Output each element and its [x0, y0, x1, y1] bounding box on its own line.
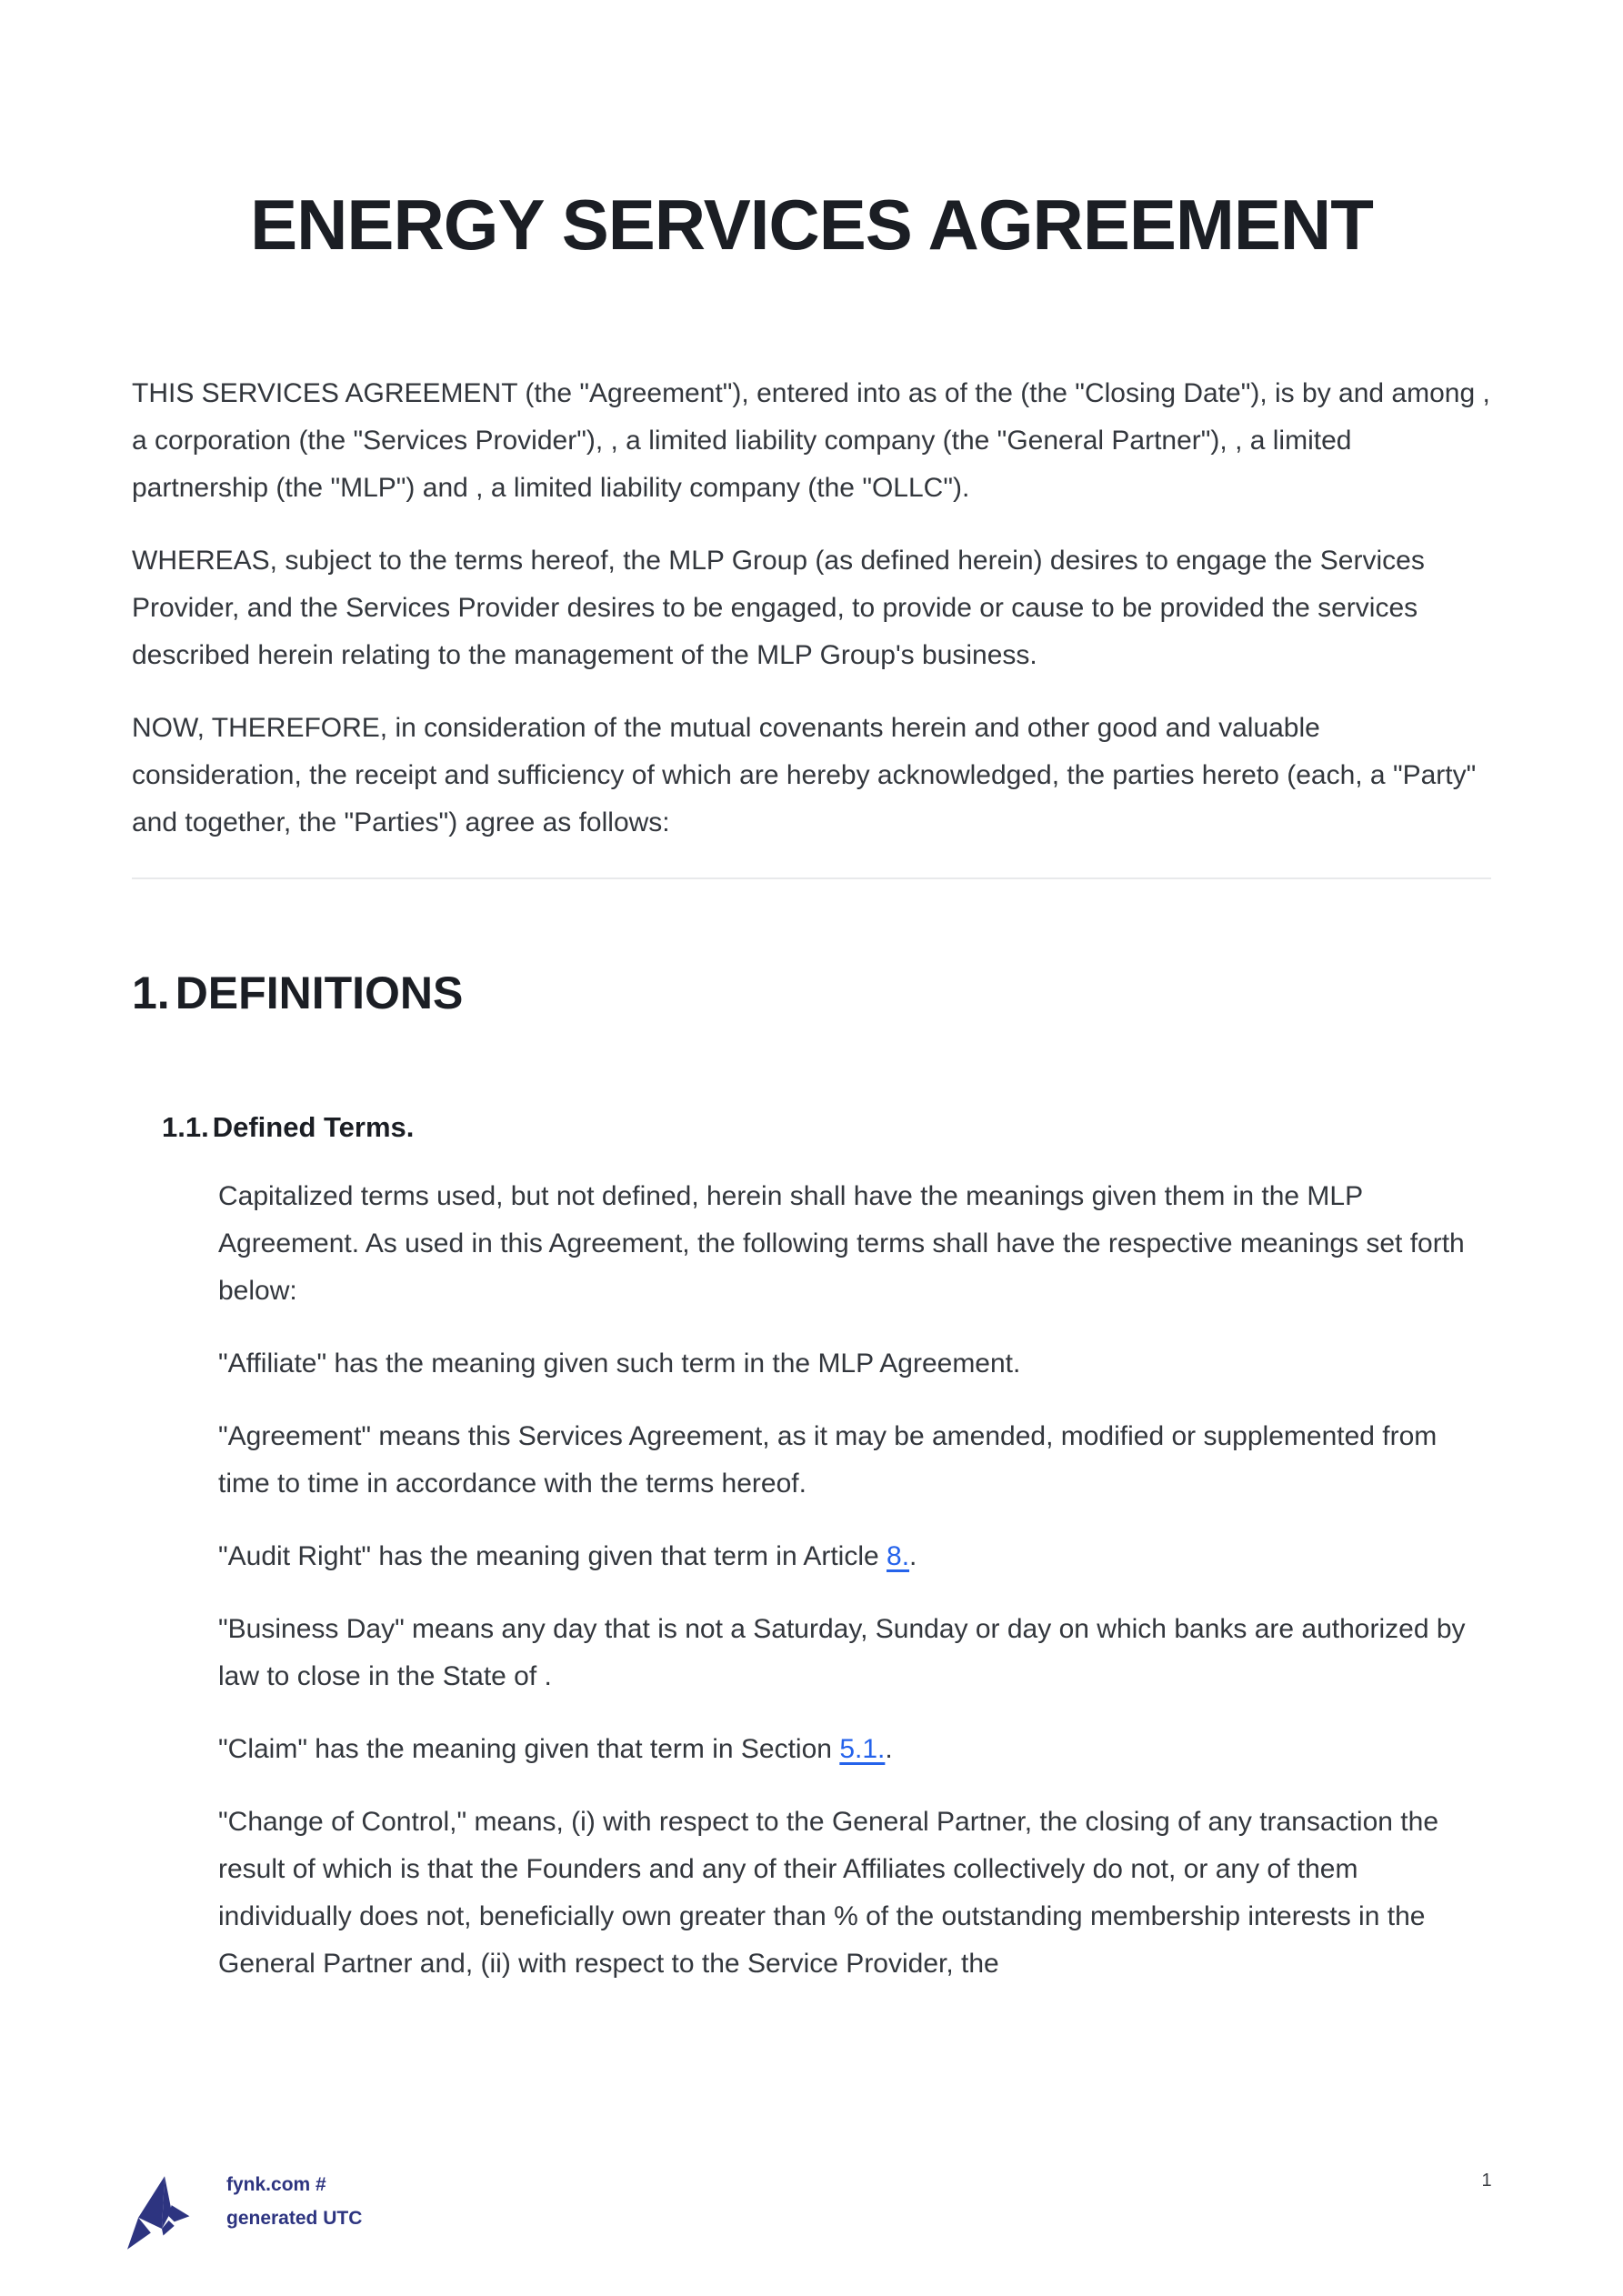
section-5-1-reference-link[interactable]: 5.1. [839, 1734, 886, 1765]
definition-agreement: "Agreement" means this Services Agreement, as it may be amended, modified or supplemented from time to time in accordance with the terms hereof. [218, 1421, 1438, 1499]
article-8-reference-link[interactable]: 8. [887, 1541, 910, 1572]
definitions-intro-paragraph: Capitalized terms used, but not defined, herein shall have the meanings given them in the MLP Agreement. As used in this Agreement, the following terms shall have the respective meanings set forth below: [218, 1181, 1465, 1307]
preamble-paragraph-2: WHEREAS, subject to the terms hereof, the MLP Group (as defined herein) desires to engage the Services Provider, and the Services Provider desires to be engaged, to provide or cause to be provided the services described herein relating to the management of the MLP Group's business. [132, 546, 1425, 671]
section-1-1-number: 1.1. [162, 1111, 209, 1144]
footer-brand-line2: generated UTC [226, 2208, 363, 2229]
definition-business-day: "Business Day" means any day that is not a Saturday, Sunday or day on which banks are authorized by law to close in the State of . [218, 1614, 1466, 1692]
definition-audit-right-text: "Audit Right" has the meaning given that term in Article [218, 1541, 887, 1572]
definition-claim [218, 1726, 1491, 1773]
preamble-paragraph-3: NOW, THEREFORE, in consideration of the mutual covenants herein and other good and valuable consideration, the receipt and sufficiency of which are hereby acknowledged, the parties hereto (each, a "Party" and together, the "Parties") agree as follows: [132, 713, 1477, 838]
page-number: 1 [1481, 2171, 1492, 2191]
fynk-bird-logo-icon [127, 2175, 196, 2253]
section-1-1-title: Defined Terms. [212, 1111, 415, 1144]
section-1-title: DEFINITIONS [175, 968, 464, 1019]
footer-brand-text [226, 2168, 362, 2235]
document-title: ENERGY SERVICES AGREEMENT [250, 185, 1373, 265]
section-divider [132, 877, 1491, 879]
section-1-number: 1. [132, 968, 170, 1019]
definition-change-of-control: "Change of Control," means, (i) with respect to the General Partner, the closing of any transaction the result of which is that the Founders and any of their Affiliates collectively do not, or any of them individually does not, beneficially own greater than % of the outstanding membership interests in the General Partner and, (ii) with respect to the Service Provider, the [218, 1807, 1439, 1980]
section-1-heading [132, 966, 1491, 1020]
definition-affiliate: "Affiliate" has the meaning given such term in the MLP Agreement. [218, 1349, 1021, 1379]
preamble-paragraph-1: THIS SERVICES AGREEMENT (the "Agreement"), entered into as of the (the "Closing Date"), is by and among , a corporation (the "Services Provider"), , a limited liability company (the "General Partner"), , a limited partnership (the "MLP") and , a limited liability company (the "OLLC"). [132, 378, 1490, 504]
section-1-1-heading [132, 1109, 1491, 1146]
definitions-body [132, 1173, 1491, 1988]
definition-claim-period: . [885, 1734, 893, 1765]
footer-brand-line1: fynk.com # [226, 2174, 326, 2195]
definition-audit-right-period: . [909, 1541, 917, 1572]
definition-audit-right [218, 1533, 1491, 1580]
definition-claim-text: "Claim" has the meaning given that term in Section [218, 1734, 840, 1765]
